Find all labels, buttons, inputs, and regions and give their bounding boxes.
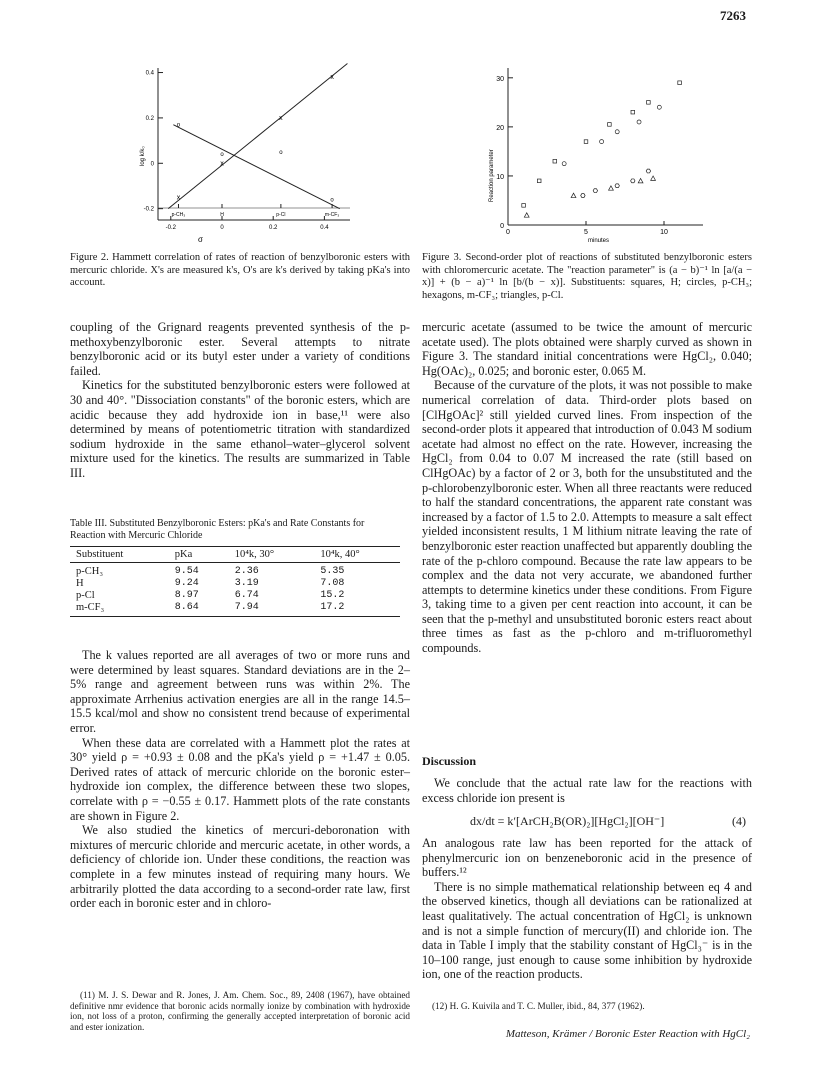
right-paragraph-3: We conclude that the actual rate law for the reactions with excess chloride ion present is — [422, 776, 752, 805]
point-p-ch3 — [600, 140, 604, 144]
table-row — [70, 578, 400, 590]
figure-2-axes — [158, 68, 350, 220]
figure-3-chart — [478, 60, 708, 246]
footnote-12: (12) H. G. Kuivila and T. C. Muller, ibid., 84, 377 (1962). — [432, 1001, 645, 1011]
right-paragraph-2: Because of the curvature of the plots, it was not possible to make numerical correlation of data. Third-order plots based on [ClHgOAc]² still yielded curved lines. From inspection of the second-order plots it appeared that introduction of 0.043 M sodium acetate had almost no effect on the rate. However, increasing the HgCl₂ from 0.04 to 0.07 M increased the rate (still based on ClHgOAc) by a factor of 2 or 3, both for the unsubstituted and the p-chlorobenzylboronic ester. When all three reactants were reduced to half the standard concentrations, the apparent rate constant was increased by a factor of 1.5 to 2.0. Attempts to measure a salt effect yielded inconsistent results, 1 M lithium nitrate leaving the rate of benzylboronic ester reaction unaffected but apparently doubling the rate of the p-chloro compound. Because the rate law appears to be complex and the data not very accurate, we abandoned further attempts to determine kinetics under these conditions. From Figure 3, taking time to a given per cent reaction into account, it can be seen that the p-methyl and unsubstituted boronic esters react about three times as fast as the p-chloro and m-trifluoromethyl compounds. — [422, 378, 752, 656]
figure-2-chart — [130, 58, 370, 248]
point-h — [631, 110, 635, 114]
table-cell: p-CH₃ — [76, 566, 103, 577]
table-3-title: Table III. Substituted Benzylboronic Esters: pKa's and Rate Constants for Reaction with Mercuric Chloride — [70, 518, 365, 541]
y-tick-label: 0.4 — [145, 70, 154, 77]
footnote-11: (11) M. J. S. Dewar and R. Jones, J. Am. Chem. Soc., 89, 2408 (1967), have obtained definitive nmr evidence that boronic acids normally ionize by combination with hydroxide ion, not loss of a proton, confirming the generally accepted interpretation of boronic acid and ester ionization. — [70, 990, 410, 1032]
table-cell: 7.08 — [320, 578, 345, 589]
figure-3-caption: Figure 3. Second-order plot of reactions of substituted benzylboronic esters with chloromercuric acetate. The "reaction parameter" is (a − b)⁻¹ ln [a/(a − x)] + (b − a)⁻¹ ln [b/(b − x)]. Substituents: squares, H; circles, p-CH₃; hexagons, m-CF₃; triangles, p-Cl. — [422, 252, 752, 301]
derived-point: o — [330, 197, 334, 204]
table-row — [70, 563, 400, 579]
x-tick-label: 0 — [220, 225, 224, 231]
derived-point: o — [220, 152, 224, 159]
x-tick-label: 5 — [584, 229, 588, 236]
table-cell: 6.74 — [234, 590, 259, 601]
point-p-ch3 — [615, 130, 619, 134]
table-cell: H — [76, 578, 84, 589]
point-p-ch3 — [637, 120, 641, 124]
page-footer: Matteson, Krämer / Boronic Ester Reaction with HgCl₂ — [505, 1028, 750, 1040]
measured-point: x — [279, 114, 283, 122]
y-tick-label: 0 — [150, 161, 154, 168]
derived-point: o — [279, 149, 283, 156]
table-cell: p-Cl — [76, 590, 95, 601]
y-tick-label: 0 — [500, 223, 504, 230]
point-h — [522, 204, 526, 208]
left-paragraph-2: Kinetics for the substituted benzylboronic esters were followed at 30 and 40°. "Dissociation constants" of the boronic esters, which are acidic because they add hydroxide ion in base,¹¹ were also determined by means of potentiometric titration with standardized sodium hydroxide in the same ethanol–water–glycerol solvent mixture used for the kinetics. The results are summarized in Table III. — [70, 378, 410, 480]
table-cell: 9.24 — [174, 578, 199, 589]
table-cell: 8.64 — [169, 602, 229, 617]
figure-3-xlabel: minutes — [588, 238, 610, 244]
x-tick-label: 10 — [660, 229, 668, 236]
x-tick-label: -0.2 — [165, 225, 176, 231]
point-p-cl — [638, 178, 643, 182]
point-h — [678, 81, 682, 85]
point-p-ch3 — [657, 105, 661, 109]
page-number: 7263 — [720, 8, 746, 23]
x-tick-label: 0.2 — [269, 225, 278, 231]
table-header: pKa — [169, 547, 229, 563]
point-h — [537, 179, 541, 183]
left-paragraph-5: We also studied the kinetics of mercuri-deboronation with mixtures of mercuric chloride and mercuric acetate, in other words, a deficiency of chloride ion. Under these conditions, the reaction was complete in a few minutes instead of requiring many hours. We arbitrarily plotted the data according to a second-order rate law, first order each in boronic ester and in chloro- — [70, 823, 410, 911]
substituent-label: p-Cl — [276, 212, 286, 218]
point-p-cl — [651, 176, 656, 180]
right-paragraph-5: There is no simple mathematical relationship between eq 4 and the observed kinetics, though all deviations can be rationalized at least qualitatively. The actual concentration of HgCl₂ is unknown and is not a simple function of mercury(II) and chloride ion. The data in Table I imply that the stability constant of HgCl₃⁻ is in the 10–100 range, just enough to cause some inhibition by hydroxide ion, one of the reaction products. — [422, 879, 752, 982]
y-tick-label: 30 — [496, 75, 504, 83]
right-paragraph-4: An analogous rate law has been reported for the attack of phenylmercuric ion on benzeneboronic acid in the presence of buffers.¹² — [422, 836, 752, 880]
figure-2-caption: Figure 2. Hammett correlation of rates of reaction of benzylboronic esters with mercuric chloride. X's are measured k's, O's are k's derived by taking pKa's into account. — [70, 252, 410, 288]
y-tick-label: 20 — [496, 124, 504, 132]
table-cell: 7.94 — [229, 602, 315, 617]
x-tick-label: 0.4 — [320, 225, 329, 231]
point-m-cf3 — [593, 189, 597, 193]
point-h — [608, 123, 612, 127]
left-paragraph-4: When these data are correlated with a Hammett plot the rates at 30° yield ρ = +0.93 ± 0.08 and the pKa's yield ρ = +1.47 ± 0.05. Derived rates of attack of mercuric chloride on the boronic ester–hydroxide ion complex, the difference between these two slopes, correlate with ρ = −0.55 ± 0.17. Hammett plots of the rate constants are shown in Figure 2. — [70, 735, 410, 823]
table-cell: 15.2 — [320, 590, 345, 601]
table-cell: 8.97 — [174, 590, 199, 601]
point-m-cf3 — [615, 184, 619, 188]
point-h — [584, 140, 588, 144]
x-tick-label: 0 — [506, 229, 510, 236]
substituent-label: H — [220, 212, 224, 218]
figure-3-ylabel: Reaction parameter — [489, 149, 495, 202]
point-p-cl — [524, 213, 529, 217]
y-tick-label: 10 — [496, 173, 504, 181]
table-header: Substituent — [70, 547, 169, 563]
measured-point: x — [176, 194, 181, 202]
y-tick-label: 0.2 — [145, 115, 154, 122]
table-row — [70, 602, 400, 617]
table-cell: 17.2 — [314, 602, 400, 617]
table-cell: 5.35 — [320, 566, 345, 577]
table-cell: 3.19 — [234, 578, 259, 589]
point-m-cf3 — [631, 179, 635, 183]
table-3 — [70, 546, 400, 617]
point-h — [647, 101, 651, 105]
right-paragraph-1: mercuric acetate (assumed to be twice the amount of mercuric acetate used). The plots obtained were sharply curved as shown in Figure 3. The standard initial concentrations were HgCl₂, 0.040; Hg(OAc)₂, 0.025; and boronic ester, 0.065 M. — [422, 320, 752, 378]
point-p-cl — [571, 193, 576, 197]
table-cell: 9.54 — [174, 566, 199, 577]
substituent-label: p-CH₃ — [171, 212, 186, 218]
point-p-ch3 — [562, 162, 566, 166]
figure-2-ylabel: log k/k₀ — [140, 146, 146, 166]
table-row — [70, 590, 400, 602]
measured-point: x — [220, 160, 224, 168]
y-tick-label: -0.2 — [143, 206, 154, 213]
point-m-cf3 — [581, 194, 585, 198]
left-paragraph-3: The k values reported are all averages of two or more runs and were determined by least squares. Standard deviations are in the 2–5% range and agreement between runs was within 2%. The approximate Arrhenius activation energies are all in the range 14.5–15.5 kcal/mol and show no consistent trend because of experimental error. — [70, 648, 410, 735]
left-paragraph-1: coupling of the Grignard reagents prevented synthesis of the p-methoxybenzylboronic ester. Several attempts to nitrate benzylboronic acid or its butyl ester under a variety of conditions failed. — [70, 320, 410, 378]
rate-law-equation: dx/dt = k′[ArCH₂B(OR)₂][HgCl₂][OH⁻] — [470, 814, 665, 828]
table-header: 10⁴k, 40° — [314, 547, 400, 563]
table-cell: m-CF₃ — [70, 602, 169, 617]
table-header-row — [70, 547, 400, 563]
figure-2-xlabel: σ — [198, 235, 203, 244]
equation-number: (4) — [732, 814, 746, 828]
discussion-heading: Discussion — [422, 754, 477, 768]
measured-point: x — [330, 74, 334, 82]
point-m-cf3 — [646, 169, 650, 173]
table-header: 10⁴k, 30° — [229, 547, 315, 563]
derived-point: o — [176, 122, 181, 129]
substituent-label: m-CF₃ — [324, 212, 340, 218]
point-p-cl — [609, 186, 614, 190]
table-cell: 2.36 — [234, 566, 259, 577]
figure-3-axes — [508, 68, 703, 225]
point-h — [553, 159, 557, 163]
